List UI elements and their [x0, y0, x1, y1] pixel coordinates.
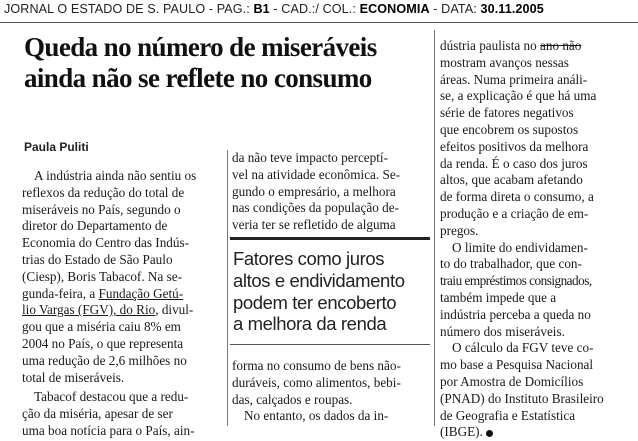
- text-line: [22, 286, 219, 303]
- header-date-label: - DATA:: [433, 2, 477, 16]
- paragraph: [440, 340, 632, 441]
- text-line: traiu empréstimos consignados,: [440, 273, 592, 289]
- article-column-3: [440, 38, 632, 441]
- column-rule-1: [227, 150, 228, 426]
- text-line: altos, que acabam afetando: [440, 172, 583, 188]
- text-line: da não teve impacto perceptí-: [232, 150, 388, 165]
- text-line: da renda. É o caso dos juros: [440, 155, 588, 171]
- header-newspaper: JORNAL O ESTADO DE S. PAULO - PAG.:: [4, 2, 250, 16]
- text-line: gou que a miséria caiu 8% em: [22, 319, 181, 335]
- text-line: mostram avanços nessas: [440, 54, 569, 70]
- pullquote-line: Fatores como juros: [233, 248, 385, 269]
- text-line: Tabacof destacou que a redu-: [34, 389, 189, 405]
- text-line: ção da miséria, apesar de ser: [22, 406, 173, 422]
- text-line: também impede que a: [440, 289, 557, 305]
- pullquote-top-rule: [230, 237, 430, 240]
- header-section-label: - CAD.:/ COL.:: [273, 2, 356, 16]
- text-line: uma redução de 2,6 milhões no: [22, 352, 187, 368]
- text-line: diretor do Departamento de: [22, 218, 168, 234]
- text-line: pregos.: [440, 222, 479, 238]
- text-line: nas condições da população de-: [232, 200, 399, 216]
- text-line: número dos miseráveis.: [440, 323, 565, 339]
- text-line: reflexos da redução do total de: [22, 184, 185, 200]
- clipping-header: [4, 2, 636, 22]
- text-line: miseráveis no País, segundo o: [22, 201, 181, 217]
- header-rule: [0, 22, 638, 23]
- text-line: que encobrem os supostos: [440, 121, 579, 137]
- text-line: [440, 424, 632, 441]
- text-line: 2004 no País, o que representa: [22, 335, 184, 351]
- end-of-article-bullet-icon: [486, 430, 493, 437]
- text-line: veria ter se refletido de alguma: [232, 217, 396, 233]
- text-line: forma no consumo de bens não-: [232, 358, 401, 373]
- text-line: Economia do Centro das Indús-: [22, 235, 190, 251]
- text-fragment: dústria paulista no: [440, 38, 537, 53]
- struck-text: ano não: [540, 38, 582, 53]
- text-line: produção e a criação de em-: [440, 205, 589, 221]
- text-line: indústria perceba a queda no: [440, 306, 591, 322]
- text-line: efeitos positivos da melhora: [440, 138, 589, 154]
- paragraph: [232, 150, 429, 234]
- text-line: de Geografia e Estatística: [440, 407, 576, 423]
- paragraph-2: [22, 389, 219, 439]
- headline-line-2: ainda não se reflete no consumo: [24, 63, 372, 93]
- text-fragment: (IBGE).: [440, 424, 483, 440]
- text-line: vel na atividade econômica. Se-: [232, 166, 401, 182]
- article-column-1: [22, 168, 219, 440]
- text-line: total de miseráveis.: [22, 369, 125, 385]
- text-line: série de fatores negativos: [440, 105, 574, 121]
- pullquote-line: a melhora da renda: [233, 313, 387, 335]
- column-rule-2: [434, 30, 435, 426]
- text-line: uma boa notícia para o País, ain-: [22, 422, 195, 438]
- text-line: áreas. Numa primeira análi-: [440, 71, 588, 87]
- text-line: No entanto, os dados da in-: [244, 408, 389, 424]
- author-byline: Paula Puliti: [24, 140, 89, 154]
- text-line: O limite do endividamen-: [452, 239, 588, 255]
- header-page: B1: [253, 2, 270, 16]
- text-fragment: gunda-feira, a: [22, 285, 96, 301]
- header-date: 30.11.2005: [480, 2, 544, 16]
- article-column-2-top: [232, 150, 429, 234]
- text-fragment: , divul-: [155, 302, 194, 318]
- article-headline: [24, 32, 428, 94]
- pullquote-line: podem ter encoberto: [233, 291, 397, 313]
- pullquote-line: altos e endividamento: [233, 269, 405, 291]
- text-line: por Amostra de Domicílios: [440, 373, 584, 389]
- pullquote-bottom-rule: [230, 344, 430, 345]
- pullquote: [233, 248, 429, 335]
- text-line: trias do Estado de São Paulo: [22, 251, 173, 267]
- text-line: A indústria ainda não sentiu os: [34, 168, 197, 183]
- text-line: duráveis, como alimentos, bebi-: [232, 374, 401, 390]
- text-line: (PNAD) do Instituto Brasileiro: [440, 390, 604, 406]
- headline-line-1: Queda no número de miseráveis: [24, 32, 377, 62]
- text-line: O cálculo da FGV teve co-: [452, 340, 594, 356]
- text-line: [22, 302, 219, 319]
- paragraph: [232, 358, 429, 408]
- header-section: ECONOMIA: [359, 2, 430, 16]
- article-column-2-bottom: [232, 358, 429, 425]
- text-line: gundo o empresário, a melhora: [232, 183, 396, 199]
- text-line: (Ciesp), Boris Tabacof. Na se-: [22, 268, 182, 284]
- text-line: de forma direta o consumo, a: [440, 189, 594, 205]
- paragraph: [440, 240, 632, 341]
- text-line: [440, 38, 632, 55]
- text-line: se, a explicação é que há uma: [440, 88, 597, 104]
- text-line: mo base a Pesquisa Nacional: [440, 357, 594, 373]
- paragraph-1: [22, 168, 219, 386]
- paragraph: [232, 408, 429, 425]
- paragraph: [440, 38, 632, 240]
- text-line: das, calçados e roupas.: [232, 391, 353, 407]
- underlined-fgv-name: Fundação Getú-: [98, 285, 184, 301]
- underlined-fgv-name-cont: lio Vargas (FGV), do Rio: [22, 302, 156, 318]
- text-line: to do trabalhador, que con-: [440, 256, 582, 272]
